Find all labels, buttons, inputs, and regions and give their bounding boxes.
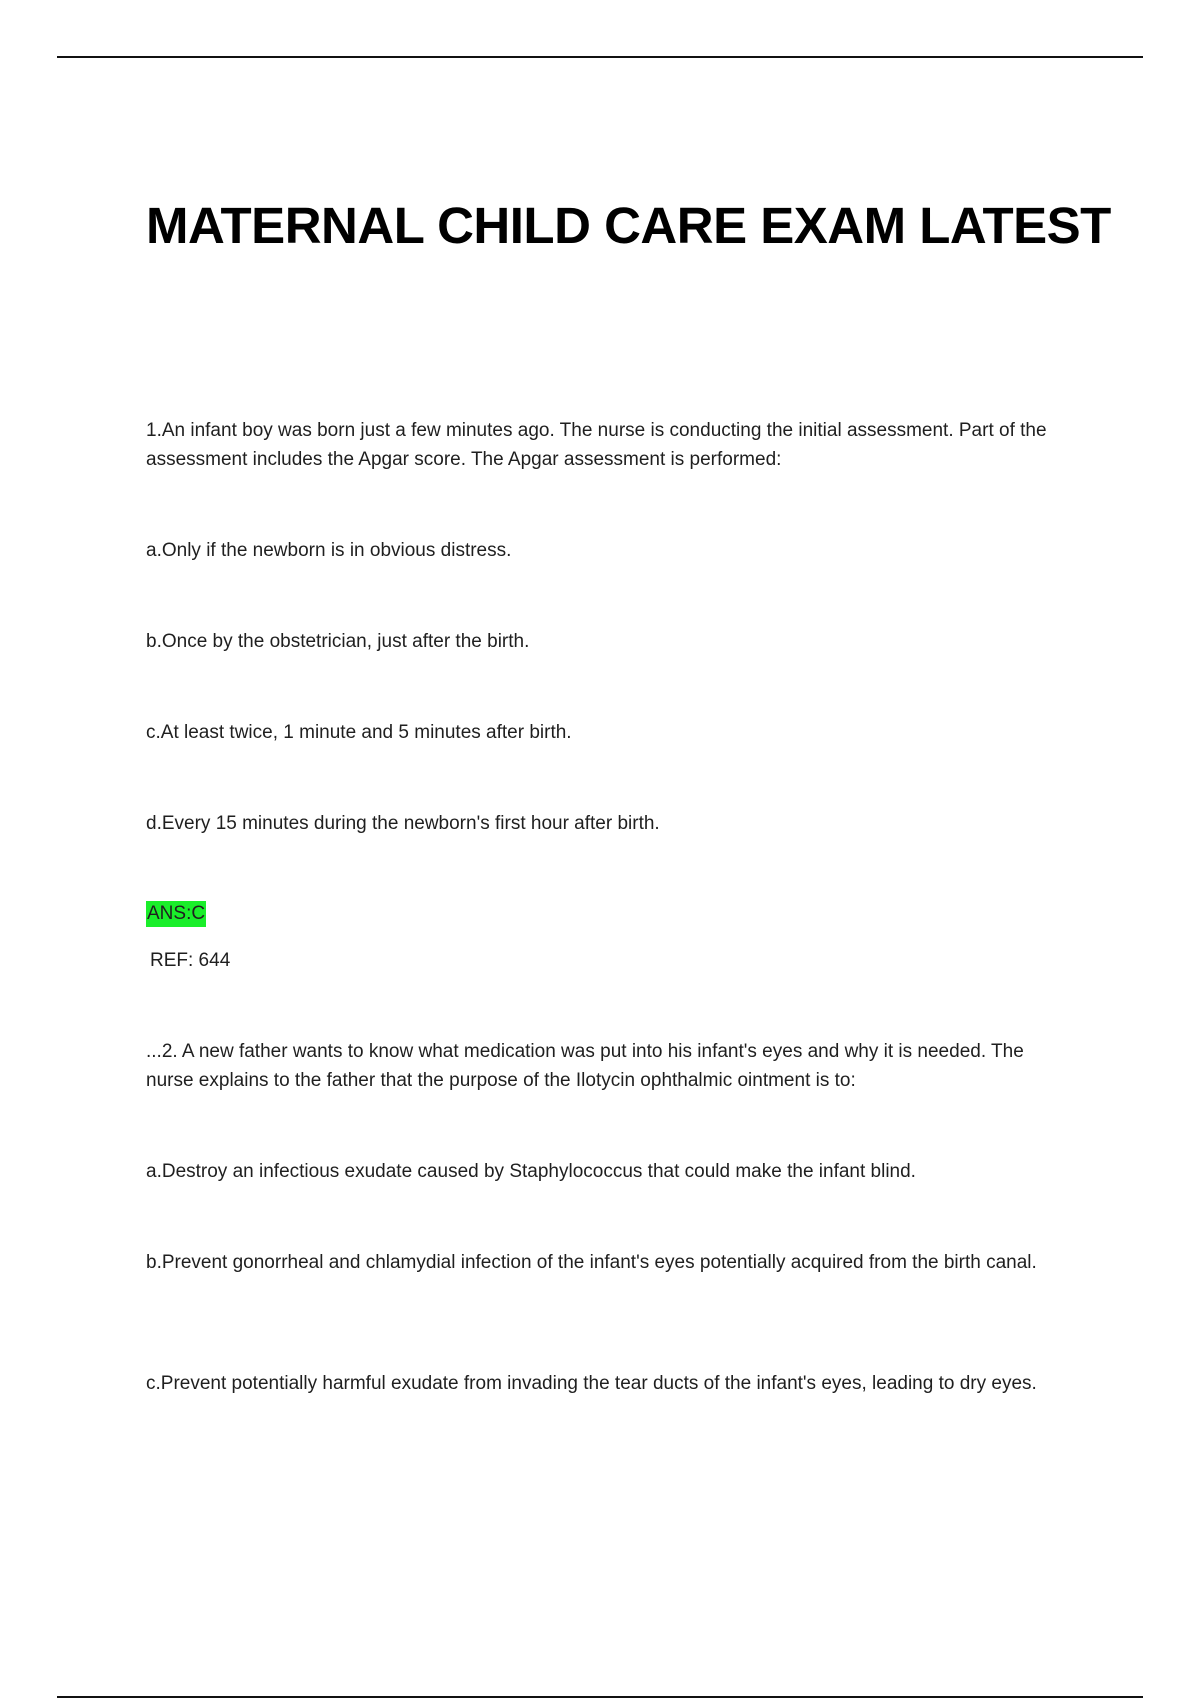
question-1-option-d: d.Every 15 minutes during the newborn's first hour after birth.: [146, 813, 660, 834]
question-1-option-b: b.Once by the obstetrician, just after the birth.: [146, 631, 530, 652]
question-2-stem: ...2. A new father wants to know what medication was put into his infant's eyes and why it is needed. The nurse explains to the father that the purpose of the Ilotycin ophthalmic ointment is to:: [146, 1041, 1024, 1091]
header-rule: [57, 56, 1143, 58]
question-1-option-c: c.At least twice, 1 minute and 5 minutes after birth.: [146, 722, 572, 743]
document-title: MATERNAL CHILD CARE EXAM LATEST: [146, 197, 1111, 254]
question-1-reference: REF: 644: [150, 950, 231, 971]
footer-rule: [57, 1696, 1143, 1698]
question-1-option-a: a.Only if the newborn is in obvious distress.: [146, 540, 512, 561]
question-2-option-a: a.Destroy an infectious exudate caused by Staphylococcus that could make the infant blind.: [146, 1161, 916, 1182]
question-1-stem: 1.An infant boy was born just a few minutes ago. The nurse is conducting the initial assessment. Part of the assessment includes the Apgar score. The Apgar assessment is performed:: [146, 420, 1047, 470]
question-2-option-b: b.Prevent gonorrheal and chlamydial infection of the infant's eyes potentially acquired from the birth canal.: [146, 1252, 1037, 1273]
question-2-option-c: c.Prevent potentially harmful exudate from invading the tear ducts of the infant's eyes, leading to dry eyes.: [146, 1373, 1037, 1394]
question-1-answer: ANS:C: [146, 901, 206, 927]
